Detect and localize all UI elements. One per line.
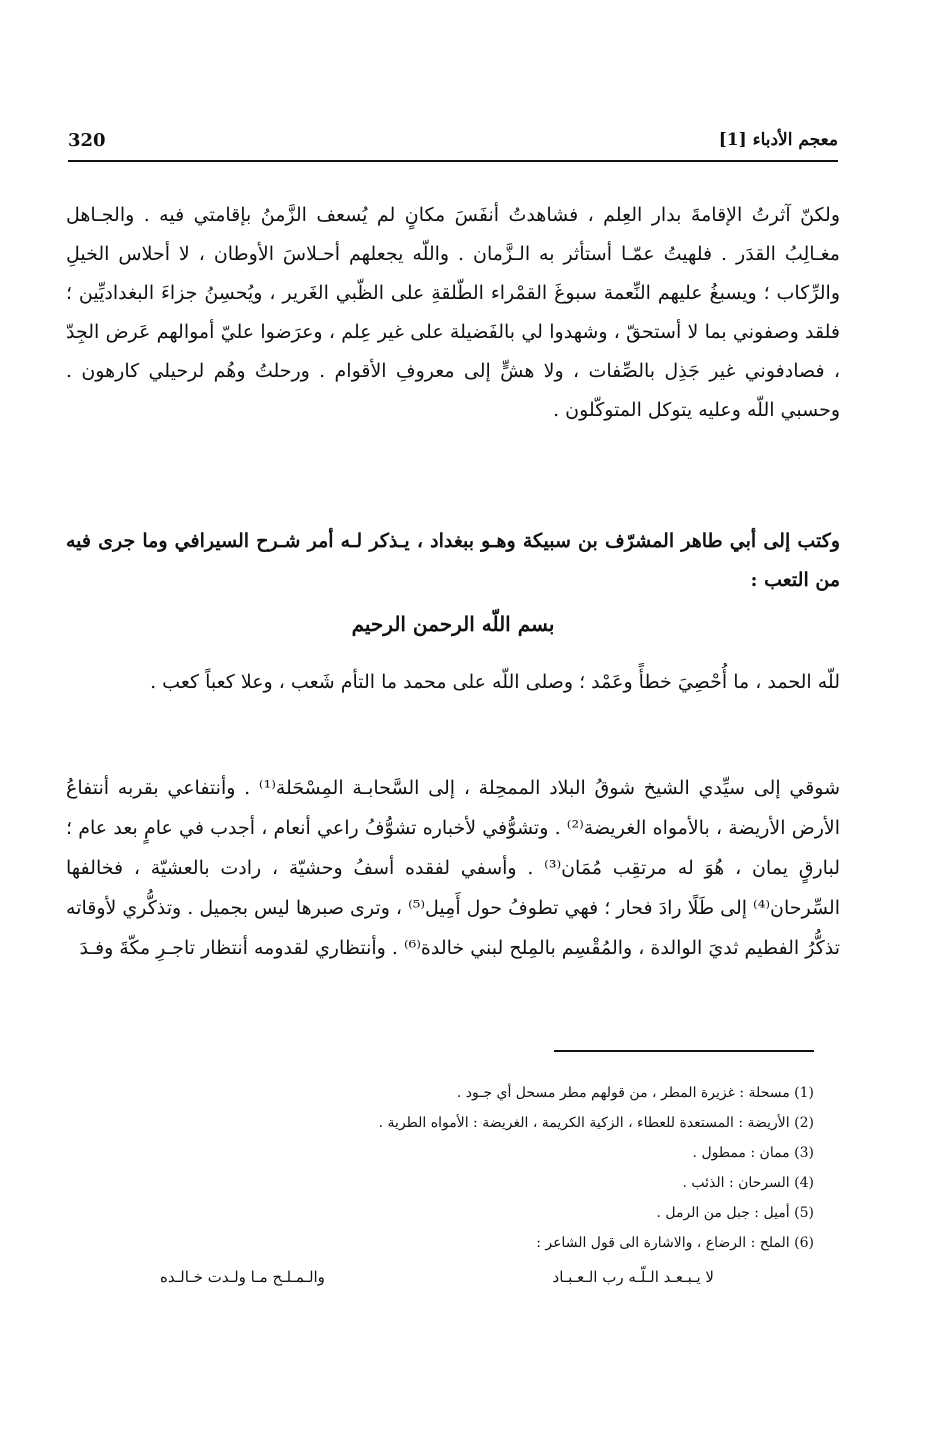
- paragraph-letter-body: شوقي إلى سيِّدي الشيخ شوقُ البلاد الممحِلة ، إلى السَّحابـة المِسْحَلة⁽¹⁾ . وأنتفاعي بقربه أنتفاعُ الأرض الأريضة ، بالأمواه الغريضة⁽²⁾ . وتشوُّفي لأخباره تشوُّفُ راعي أنعام ، أجدب في عامٍ بعد عام ؛ لبارقٍ يمان ، هُوَ له مرتقِب مُمَان⁽³⁾ . وأسفي لفقده أسفُ وحشيّة ، رادت بالعشيّة ، فخالفها السِّرحان⁽⁴⁾ إلى طَلًا رادَ فحار ؛ فهي تطوفُ حول أَمِيل⁽⁵⁾ ، وترى صبرها ليس بجميل . وتذكُّري لأوقاته تذكُّرُ الفطيم ثديَ الوالدة ، والمُقْسِم بالمِلح لبني خالدة⁽⁶⁾ . وأنتظاري لقدومه أنتظار تاجـرِ مكّةَ وفـدَ: [66, 777, 840, 959]
- book-title: معجم الأدباء [1]: [718, 130, 838, 150]
- paragraph-opening: للّه الحمد ، ما أُحْصِيَ خطأً وعَمْد ؛ وصلى اللّه على محمد ما التأم شَعب ، وعلا كعباً كعب .: [150, 671, 840, 693]
- footnote-6: (6) الملح : الرضاع ، والاشارة الى قول الشاعر :: [536, 1235, 814, 1251]
- verse-hemistich-2: والـمـلـح مـا ولـدت خـالـده: [160, 1268, 325, 1286]
- page-number: 320: [68, 130, 106, 151]
- footnote-4: (4) السرحان : الذئب .: [682, 1175, 814, 1191]
- running-header: [68, 126, 838, 162]
- footnote-divider: [554, 1050, 814, 1052]
- verse-hemistich-1: لا يـبـعـد الـلّـه رب الـعـبـاد: [552, 1268, 714, 1286]
- paragraph-1: ولكنّ آثرتُ الإقامةَ بدار العِلم ، فشاهدتُ أنفَسَ مكانٍ لم يُسعف الزَّمنُ بإقامتي فيه . والجـاهل مغـالِبُ القدَر . فلهيتُ عمّـا أستأثر به الـزَّمان . واللّه يجعلهم أحـلاسَ الأوطان ، لا أحلاس الخيلِ والرِّكاب ؛ ويسبغُ عليهم النِّعمة سبوغَ القمْراء الطّلقةِ على الظّبي الغَرير ، ويُحسِنُ جزاءَ البغداديِّين ؛ فلقد وصفوني بما لا أستحقّ ، وشهدوا لي بالفَضيلة على غير عِلم ، وعرَضوا عليّ أموالهم عَرض الجِدّ ، فصادفوني غير جَذِل بالصِّفات ، ولا هشٍّ إلى معروفِ الأقوام . ورحلتُ وهُم لرحيلي كارهون . وحسبي اللّه وعليه يتوكل المتوكّلون .: [66, 204, 840, 421]
- footnotes: [120, 1078, 814, 1258]
- verse-line: [160, 1268, 814, 1296]
- footnote-3: (3) ممان : ممطول .: [692, 1145, 814, 1161]
- basmala-heading: بسم اللّه الرحمن الرحيم: [351, 612, 555, 636]
- letter-introduction: وكتب إلى أبي طاهر المشرّف بن سبيكة وهـو ببغداد ، يـذكر لـه أمر شـرح السيرافي وما جرى فيه من التعب :: [66, 530, 840, 591]
- footnote-5: (5) أميل : جبل من الرمل .: [656, 1205, 814, 1221]
- footnote-2: (2) الأريضة : المستعدة للعطاء ، الزكية الكريمة ، الغريضة : الأمواه الطرية .: [378, 1115, 814, 1131]
- footnote-1: (1) مسحلة : غزيرة المطر ، من قولهم مطر مسحل أي جـود .: [456, 1085, 814, 1101]
- header-divider: [68, 160, 838, 162]
